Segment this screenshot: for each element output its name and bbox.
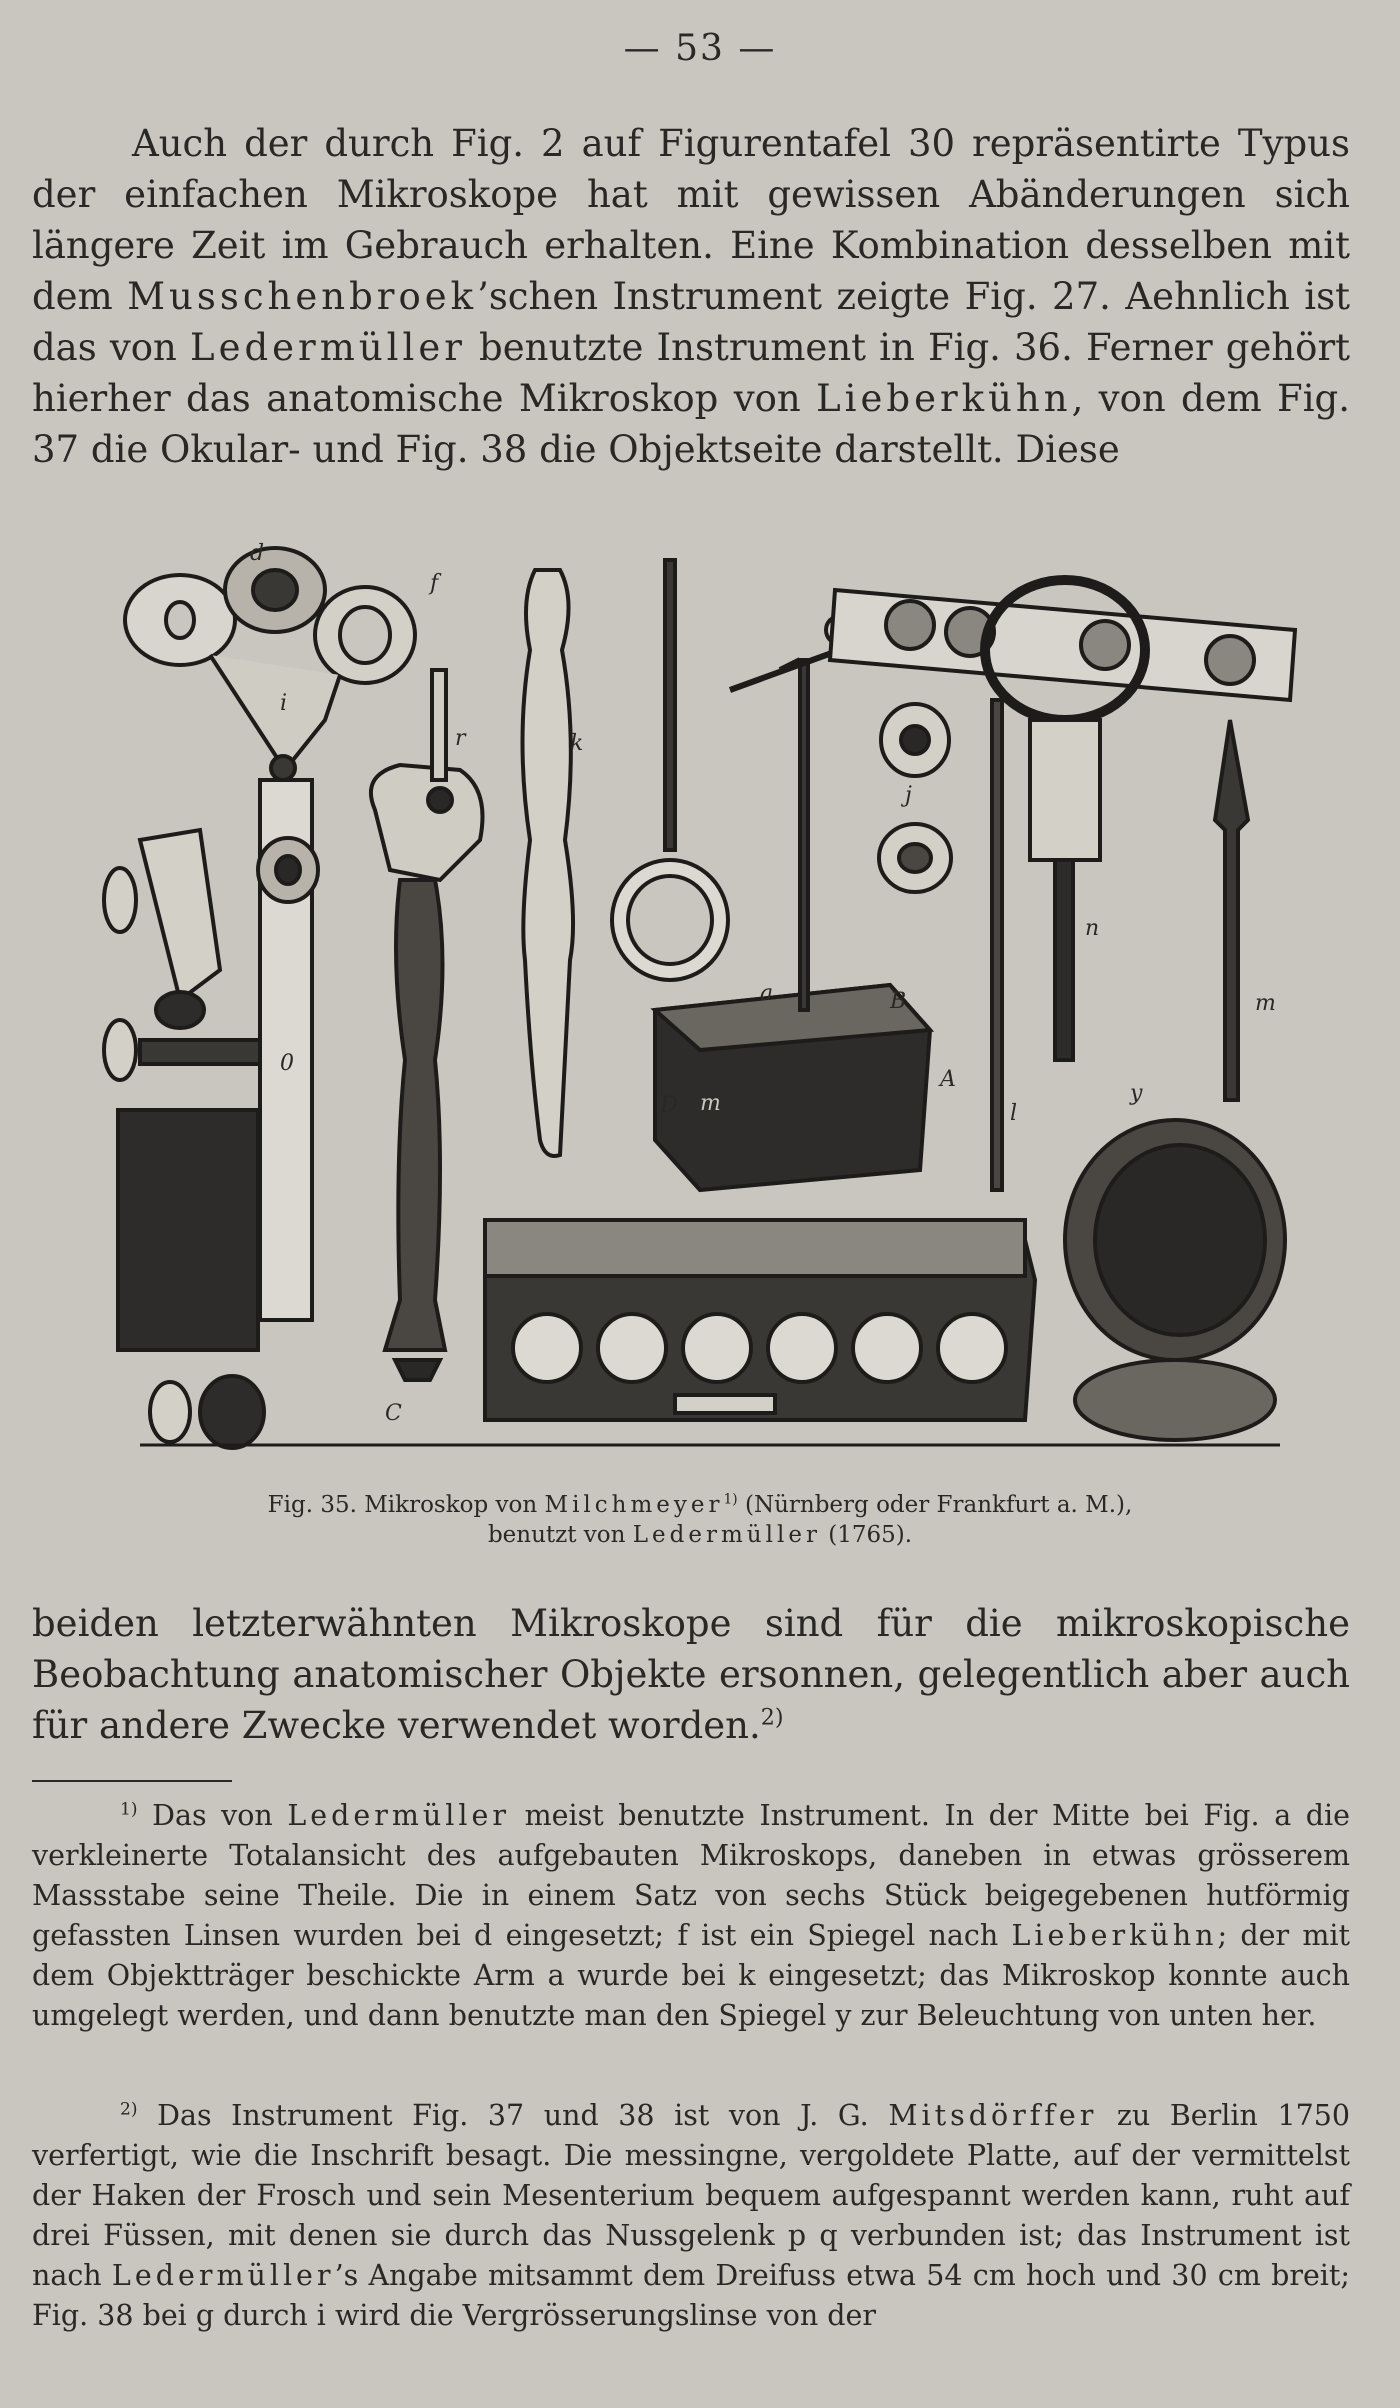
label-C: C xyxy=(385,1401,402,1426)
reflector-bowl xyxy=(1065,1120,1285,1440)
caption-text-c: benutzt von xyxy=(487,1522,633,1548)
footnote2-name-ledermueller: Ledermüller xyxy=(111,2259,335,2292)
paragraph-middle xyxy=(32,1598,1350,1751)
label-m: m xyxy=(1255,991,1276,1016)
para1-text-c: benutzte Instrument in Fig. 36. Ferner gehört hierher das anatomische Mikroskop von xyxy=(32,326,1350,420)
clamp-block xyxy=(118,1110,258,1350)
footnote2-marker: 2) xyxy=(120,2099,138,2120)
caption-text-b: (Nürnberg oder Frankfurt a. M.), xyxy=(737,1492,1133,1518)
caption-footnote-ref: 1) xyxy=(723,1491,738,1508)
label-D: D xyxy=(660,1093,678,1118)
tweezers xyxy=(523,570,574,1156)
para2-text: beiden letzterwähnten Mikroskope sind für die mikroskopische Beobachtung anatomischer Objekte ersonnen, gelegentlich aber auch für andere Zwecke verwendet worden. xyxy=(32,1602,1350,1747)
footnote1-marker: 1) xyxy=(120,1799,138,1820)
label-B: B xyxy=(890,989,907,1014)
label-k: k xyxy=(570,731,584,756)
caption-name-milchmeyer: Milchmeyer xyxy=(544,1492,724,1518)
caption-text-d: (1765). xyxy=(820,1522,913,1548)
footnote1-name-ledermueller: Ledermüller xyxy=(287,1799,511,1832)
label-f: f xyxy=(430,571,439,596)
label-n: n xyxy=(1085,916,1100,941)
label-i: i xyxy=(280,691,288,716)
footnote2-text-a: Das Instrument Fig. 37 und 38 ist von J. G. xyxy=(137,2099,889,2132)
concave-mirror xyxy=(612,560,728,980)
footnote1-text-a: Das von xyxy=(137,1799,288,1832)
label-y: y xyxy=(1130,1081,1143,1106)
para1-name-lieberkuehn: Lieberkühn xyxy=(816,377,1072,420)
microscope-engraving xyxy=(100,540,1300,1480)
footnote-divider xyxy=(32,1780,232,1782)
caption-fig: Fig. 35. xyxy=(267,1492,357,1518)
page-number: — 53 — xyxy=(623,28,777,69)
para1-text-d: , von dem Fig. 37 die Okular- und Fig. 38 die Objektseite darstellt. Diese xyxy=(32,377,1351,471)
footnote2-text-b: zu Berlin 1750 verfertigt, wie die Inschrift besagt. Die messingne, vergoldete Platte, auf der vermittelst der Haken der Frosch und sein Mesenterium bequem aufgespannt werden kann, ruht auf drei Füssen, mit denen sie durch das Nussgelenk p q verbunden ist; das Instrument ist nach xyxy=(32,2099,1350,2292)
footnote1-name-lieberkuehn: Lieberkühn xyxy=(1011,1919,1218,1952)
handle xyxy=(371,670,483,1380)
para2-footnote-ref: 2) xyxy=(760,1704,784,1731)
label-d: d xyxy=(250,541,265,566)
label-o: 0 xyxy=(280,1051,294,1076)
para1-name-ledermueller: Ledermüller xyxy=(190,326,466,369)
label-a: a xyxy=(760,981,774,1006)
caption-name-ledermueller: Ledermüller xyxy=(632,1522,821,1548)
footnote-1 xyxy=(32,1796,1350,2036)
footnote2-name-mitsdoerffer: Mitsdörffer xyxy=(888,2099,1098,2132)
paragraph-top xyxy=(32,118,1350,475)
para1-name-musschenbroek: Musschenbroek xyxy=(127,275,478,318)
lens-caps xyxy=(879,704,951,892)
para1-text-b: ’schen Instrument zeigte Fig. 27. Aehnlich ist das von xyxy=(32,275,1350,369)
label-j: j xyxy=(905,783,912,808)
caption-text-a: Mikroskop von xyxy=(356,1492,545,1518)
label-r: r xyxy=(455,726,466,751)
spike xyxy=(1215,720,1248,1100)
needle xyxy=(992,700,1002,1190)
figure-caption xyxy=(0,1490,1400,1550)
label-A: A xyxy=(940,1067,956,1092)
lens-holder-arms xyxy=(125,548,415,780)
footnote1-text-b: meist benutzte Instrument. In der Mitte bei Fig. a die verkleinerte Totalansicht des aufgebauten Mikroskops, daneben in etwas grösserem Massstabe seine Theile. Die in einem Satz von sechs Stück beigegebenen hutförmig gefassten Linsen wurden bei d eingesetzt; f ist ein Spiegel nach xyxy=(32,1799,1350,1952)
para1-text-a: Auch der durch Fig. 2 auf Figurentafel 30 repräsentirte Typus der einfachen Mikroskope hat mit gewissen Abänderungen sich längere Zeit im Gebrauch erhalten. Eine Kombination desselben mit dem xyxy=(32,122,1350,318)
label-l: l xyxy=(1010,1101,1018,1126)
footnote-2 xyxy=(32,2096,1350,2336)
footnote2-text-c: ’s Angabe mitsammt dem Dreifuss etwa 54 cm hoch und 30 cm breit; Fig. 38 bei g durch i wird die Vergrösserungslinse von der xyxy=(32,2259,1350,2332)
label-box: m xyxy=(700,1091,721,1116)
footnote1-text-c: ; der mit dem Objektträger beschickte Arm a wurde bei k eingesetzt; das Mikroskop konnte auch umgelegt werden, und dann benutzte man den Spiegel y zur Beleuchtung von unten her. xyxy=(32,1919,1350,2032)
lens-case xyxy=(485,1220,1035,1420)
